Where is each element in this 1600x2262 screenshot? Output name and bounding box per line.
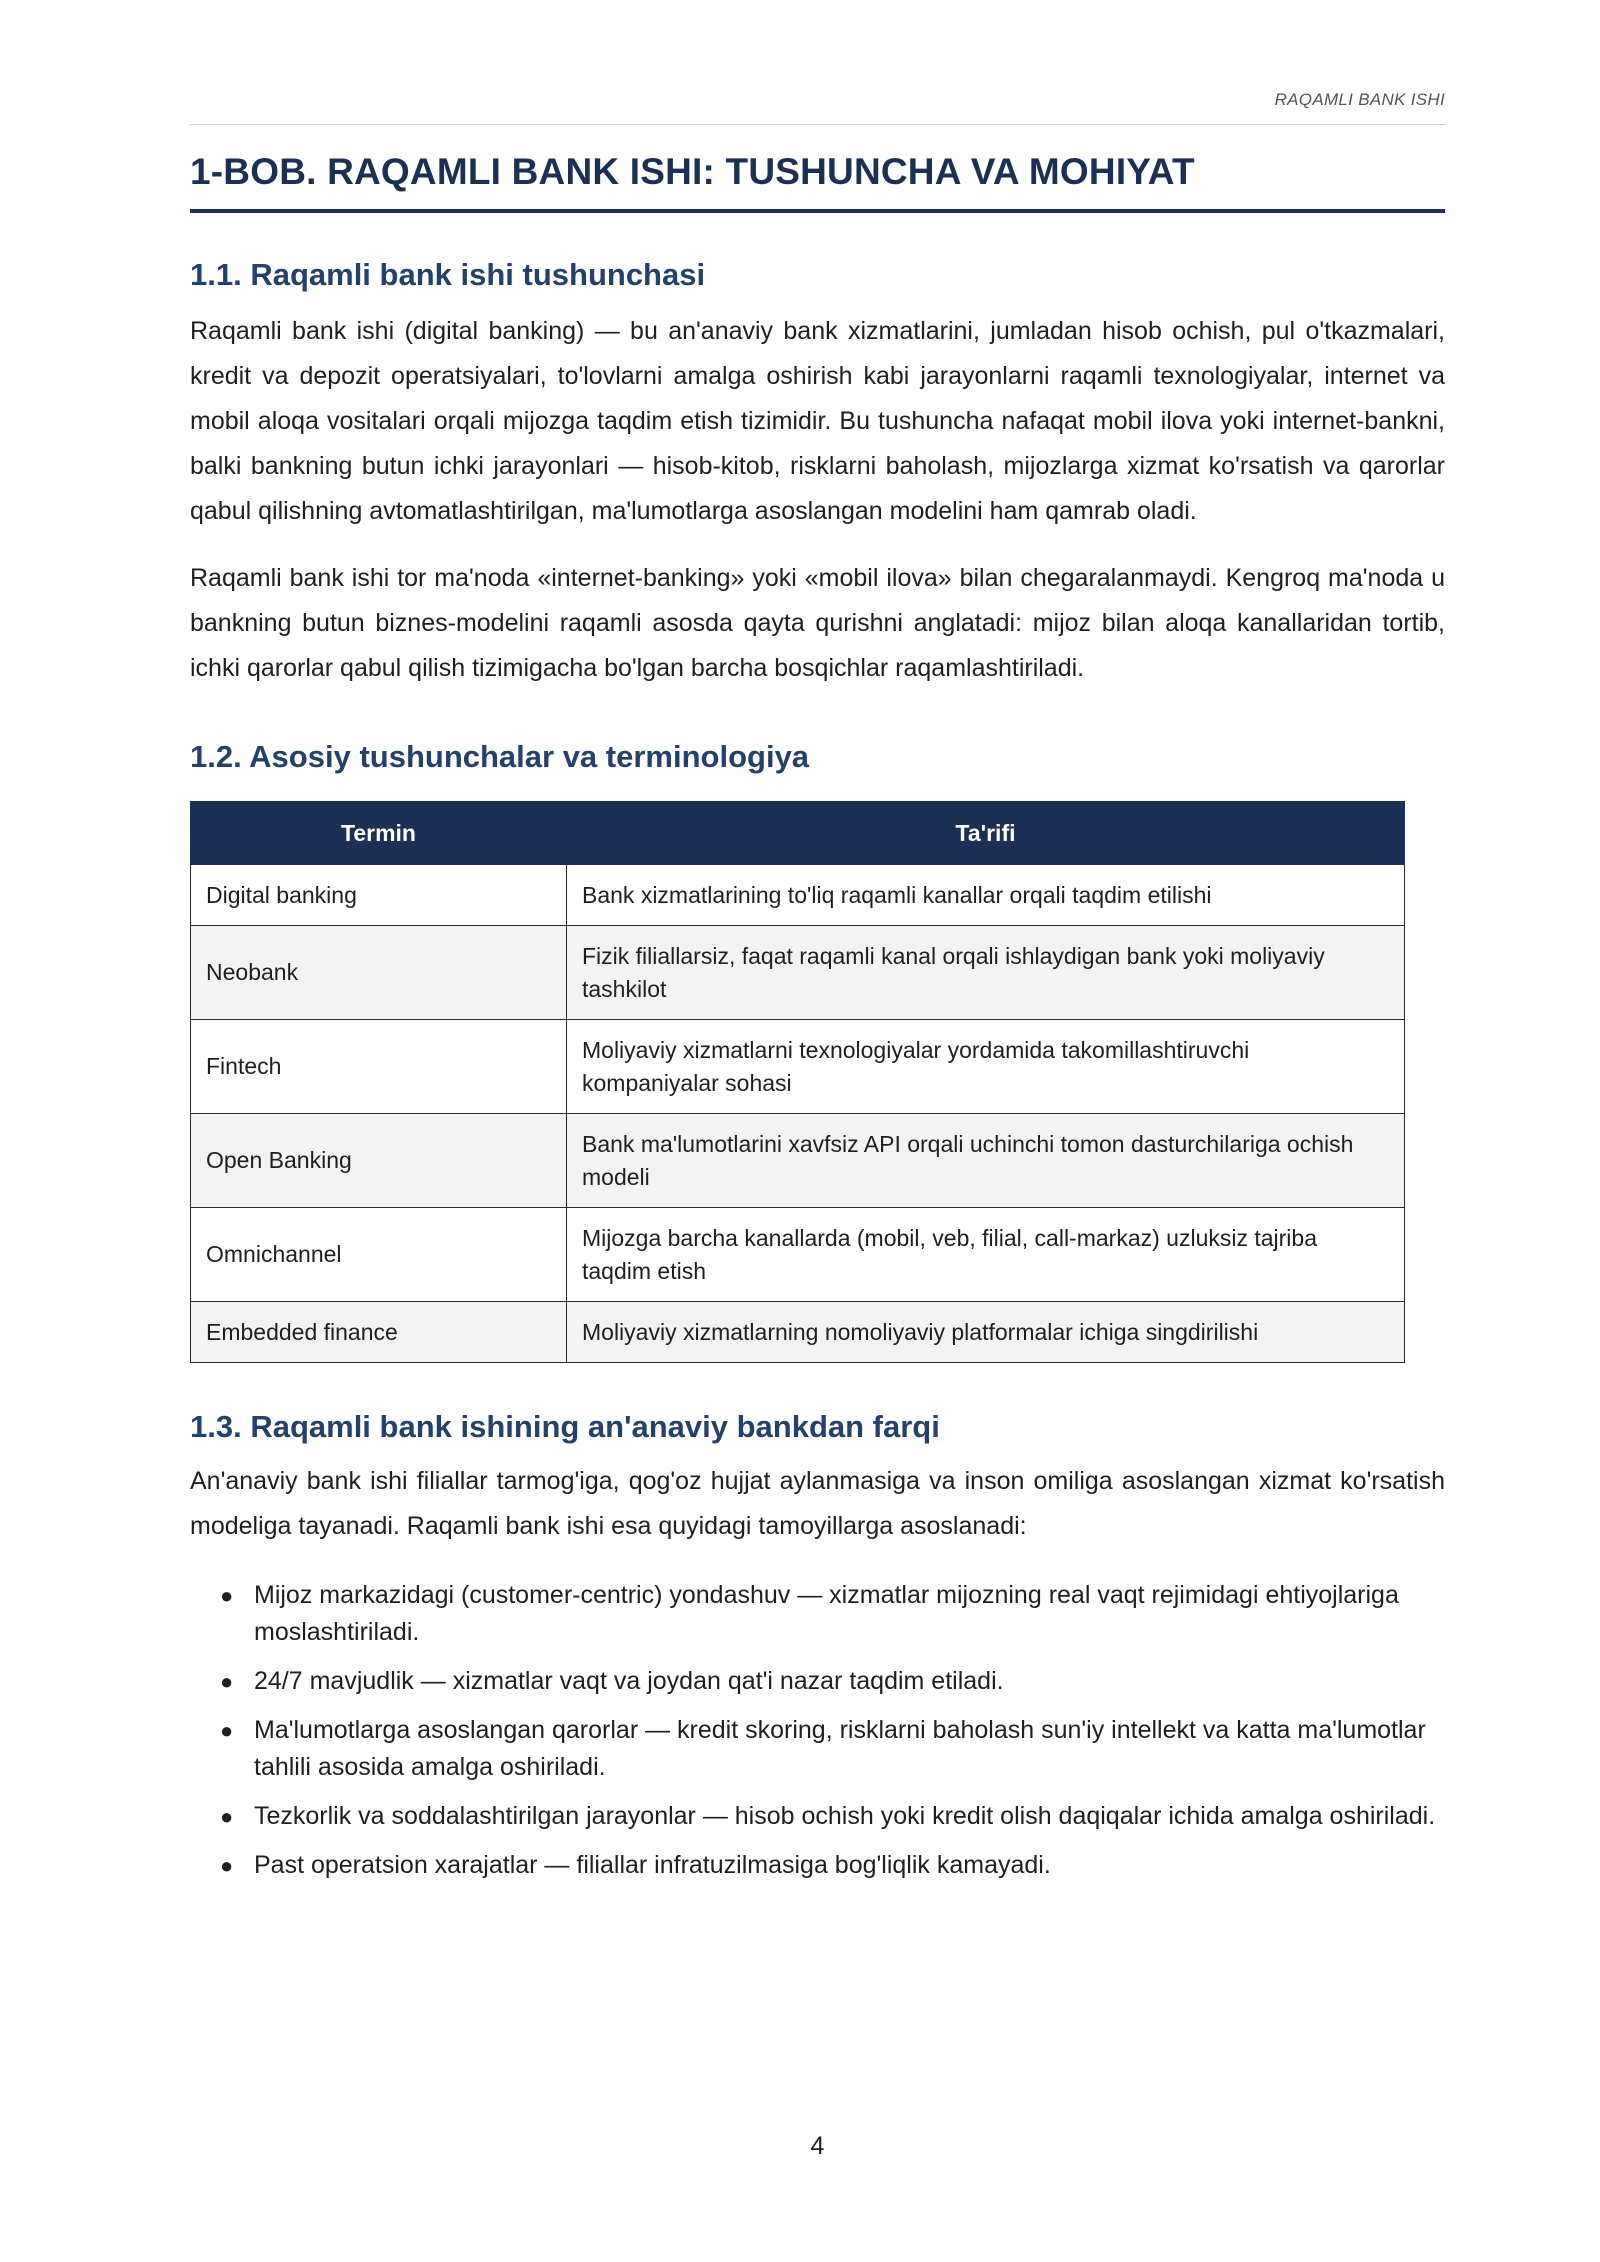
table-cell-term: Fintech	[191, 1020, 567, 1114]
table-row	[191, 1114, 1405, 1208]
table-header-definition: Ta'rifi	[567, 802, 1405, 865]
table-cell-definition: Moliyaviy xizmatlarning nomoliyaviy platformalar ichiga singdirilishi	[567, 1302, 1405, 1363]
bullet-icon: ●	[220, 1583, 234, 1608]
running-header: RAQAMLI BANK ISHI	[190, 90, 1445, 125]
list-item-text: Past operatsion xarajatlar — filiallar infratuzilmasiga bog'liqlik kamayadi.	[254, 1851, 1051, 1879]
table-row	[191, 1302, 1405, 1363]
list-item-text: Mijoz markazidagi (customer-centric) yondashuv — xizmatlar mijozning real vaqt rejimidagi ehtiyojlariga moslashtiriladi.	[254, 1581, 1399, 1646]
section-1-title: 1.1. Raqamli bank ishi tushunchasi	[190, 257, 706, 292]
list-item-text: Tezkorlik va soddalashtirilgan jarayonlar — hisob ochish yoki kredit olish daqiqalar ichida amalga oshiriladi.	[254, 1802, 1436, 1830]
section-1-paragraph-1: Raqamli bank ishi (digital banking) — bu an'anaviy bank xizmatlarini, jumladan hisob ochish, pul o'tkazmalari, kredit va depozit operatsiyalari, to'lovlarni amalga oshirish kabi jarayonlarni raqamli texnologiyalar, internet va mobil aloqa vositalari orqali mijozga taqdim etish tizimidir. Bu tushuncha nafaqat mobil ilova yoki internet-bankni, balki bankning butun ichki jarayonlari — hisob-kitob, risklarni baholash, mijozlarga xizmat ko'rsatish va qarorlar qabul qilishning avtomatlashtirilgan, ma'lumotlarga asoslangan modelini ham qamrab oladi.	[190, 317, 1445, 525]
section-2-title: 1.2. Asosiy tushunchalar va terminologiya	[190, 739, 810, 774]
table-cell-term: Open Banking	[191, 1114, 567, 1208]
table-row	[191, 865, 1405, 926]
table-cell-term: Embedded finance	[191, 1302, 567, 1363]
bullet-icon: ●	[220, 1804, 234, 1829]
table-cell-term: Neobank	[191, 926, 567, 1020]
document-page	[190, 90, 1445, 1896]
chapter-title: 1-BOB. RAQAMLI BANK ISHI: TUSHUNCHA VA MOHIYAT	[190, 151, 1445, 213]
table-cell-definition: Fizik filiallarsiz, faqat raqamli kanal orqali ishlaydigan bank yoki moliyaviy tashkilot	[567, 926, 1405, 1020]
table-row	[191, 1020, 1405, 1114]
list-item-text: Ma'lumotlarga asoslangan qarorlar — kredit skoring, risklarni baholash sun'iy intellekt va katta ma'lumotlar tahlili asosida amalga oshiriladi.	[254, 1716, 1426, 1781]
section-1-paragraph-2: Raqamli bank ishi tor ma'noda «internet-banking» yoki «mobil ilova» bilan chegaralanmaydi. Kengroq ma'noda u bankning butun biznes-modelini raqamli asosda qayta qurishni anglatadi: mijoz bilan aloqa kanallaridan tortib, ichki qarorlar qabul qilish tizimigacha bo'lgan barcha bosqichlar raqamlashtiriladi.	[190, 564, 1445, 682]
page-number: 4	[810, 2132, 825, 2160]
list-item	[190, 1577, 1445, 1651]
list-item	[190, 1798, 1445, 1835]
list-item	[190, 1712, 1445, 1786]
table-cell-definition: Bank ma'lumotlarini xavfsiz API orqali uchinchi tomon dasturchilariga ochish modeli	[567, 1114, 1405, 1208]
table-header-term: Termin	[191, 802, 567, 865]
bullet-icon: ●	[220, 1669, 234, 1694]
list-item	[190, 1847, 1445, 1884]
section-3-title: 1.3. Raqamli bank ishining an'anaviy bankdan farqi	[190, 1409, 940, 1444]
table-row	[191, 926, 1405, 1020]
table-cell-definition: Mijozga barcha kanallarda (mobil, veb, filial, call-markaz) uzluksiz tajriba taqdim etish	[567, 1208, 1405, 1302]
principles-list	[190, 1577, 1445, 1884]
list-item	[190, 1663, 1445, 1700]
table-cell-definition: Bank xizmatlarining to'liq raqamli kanallar orqali taqdim etilishi	[567, 865, 1405, 926]
table-cell-definition: Moliyaviy xizmatlarni texnologiyalar yordamida takomillashtiruvchi kompaniyalar sohasi	[567, 1020, 1405, 1114]
bullet-icon: ●	[220, 1853, 234, 1878]
table-header-row	[191, 802, 1405, 865]
section-3-intro: An'anaviy bank ishi filiallar tarmog'iga, qog'oz hujjat aylanmasiga va inson omiliga asoslangan xizmat ko'rsatish modeliga tayanadi. Raqamli bank ishi esa quyidagi tamoyillarga asoslanadi:	[190, 1467, 1445, 1540]
table-cell-term: Omnichannel	[191, 1208, 567, 1302]
table-row	[191, 1208, 1405, 1302]
table-cell-term: Digital banking	[191, 865, 567, 926]
bullet-icon: ●	[220, 1718, 234, 1743]
list-item-text: 24/7 mavjudlik — xizmatlar vaqt va joydan qat'i nazar taqdim etiladi.	[254, 1667, 1004, 1695]
terminology-table	[190, 801, 1405, 1363]
